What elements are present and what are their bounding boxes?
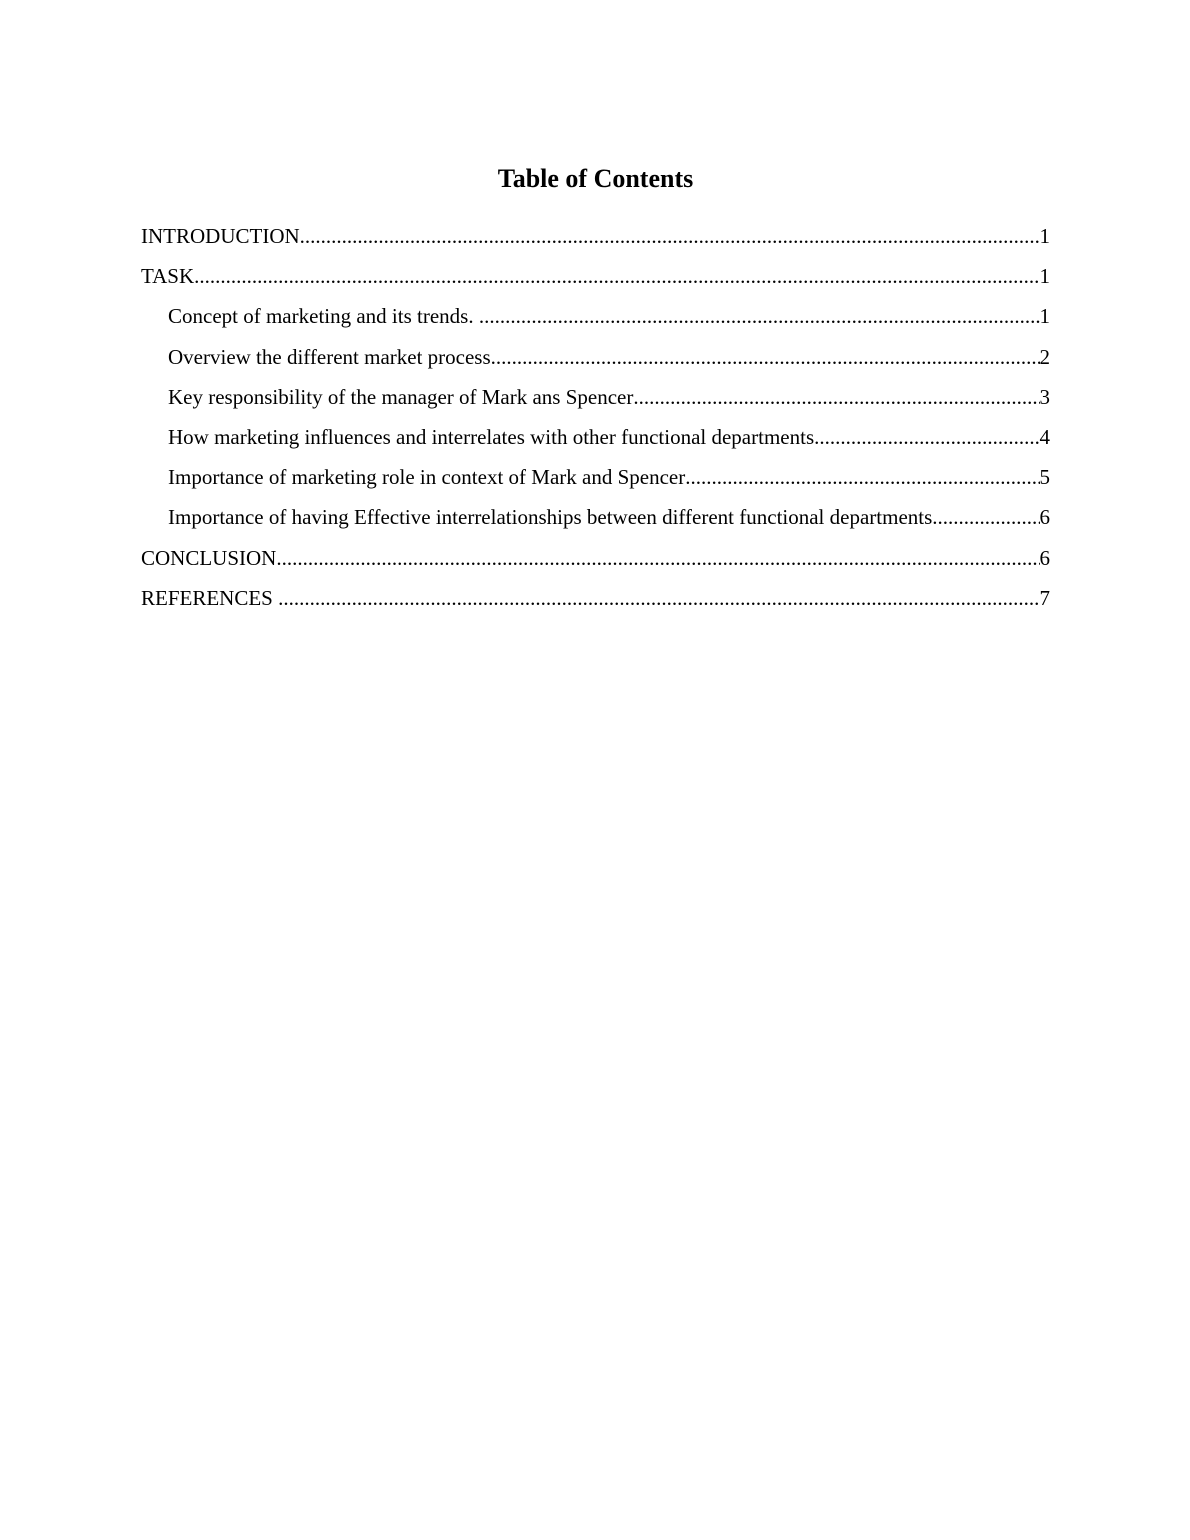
toc-dot-leader bbox=[300, 216, 1040, 256]
toc-dot-leader bbox=[194, 256, 1039, 296]
toc-entry[interactable] bbox=[141, 296, 1050, 336]
toc-page-number[interactable]: 2 bbox=[1039, 344, 1050, 369]
toc-page-number[interactable]: 6 bbox=[1039, 545, 1050, 570]
table-of-contents bbox=[141, 160, 1050, 618]
toc-dot-leader bbox=[276, 538, 1039, 578]
toc-page-number[interactable]: 6 bbox=[1039, 505, 1050, 530]
toc-dot-leader bbox=[814, 417, 1039, 457]
toc-entry[interactable] bbox=[141, 256, 1050, 296]
toc-list bbox=[141, 216, 1050, 618]
toc-entry-text[interactable]: Key responsibility of the manager of Mark ans Spencer bbox=[168, 384, 634, 409]
toc-entry-text[interactable]: Overview the different market process bbox=[168, 344, 491, 369]
toc-page-number[interactable]: 1 bbox=[1039, 304, 1050, 329]
toc-entry[interactable] bbox=[141, 216, 1050, 256]
toc-page-number[interactable]: 1 bbox=[1039, 224, 1050, 248]
toc-dot-leader bbox=[278, 578, 1039, 618]
toc-entry[interactable] bbox=[141, 377, 1050, 417]
toc-page-number[interactable]: 4 bbox=[1039, 424, 1050, 449]
toc-entry-text[interactable]: TASK bbox=[141, 264, 195, 289]
toc-entry-text[interactable]: Importance of marketing role in context of Mark and Spencer bbox=[168, 465, 686, 490]
toc-entry[interactable] bbox=[141, 538, 1050, 578]
toc-entry[interactable] bbox=[141, 578, 1050, 618]
toc-title: Table of Contents bbox=[497, 164, 694, 193]
toc-entry-text[interactable]: How marketing influences and interrelates with other functional departments bbox=[168, 424, 815, 449]
toc-entry-text[interactable]: CONCLUSION bbox=[141, 545, 277, 570]
toc-page-number[interactable]: 1 bbox=[1039, 264, 1050, 289]
toc-dot-leader bbox=[685, 457, 1039, 497]
toc-entry[interactable] bbox=[141, 337, 1050, 377]
toc-entry-text[interactable]: Concept of marketing and its trends. bbox=[168, 304, 479, 329]
toc-entry-text[interactable]: Importance of having Effective interrelationships between different functional departments bbox=[168, 505, 933, 530]
toc-entry-text[interactable]: REFERENCES bbox=[141, 585, 279, 610]
toc-page-number[interactable]: 3 bbox=[1039, 384, 1050, 409]
toc-entry[interactable] bbox=[141, 417, 1050, 457]
toc-dot-leader bbox=[633, 377, 1039, 417]
toc-entry[interactable] bbox=[141, 497, 1050, 537]
toc-page-number[interactable]: 5 bbox=[1039, 465, 1050, 490]
toc-entry-text[interactable]: INTRODUCTION bbox=[141, 224, 300, 248]
toc-dot-leader bbox=[491, 337, 1040, 377]
toc-dot-leader bbox=[479, 296, 1040, 336]
toc-dot-leader bbox=[932, 497, 1039, 537]
toc-page-number[interactable]: 7 bbox=[1039, 585, 1050, 610]
toc-entry[interactable] bbox=[141, 457, 1050, 497]
